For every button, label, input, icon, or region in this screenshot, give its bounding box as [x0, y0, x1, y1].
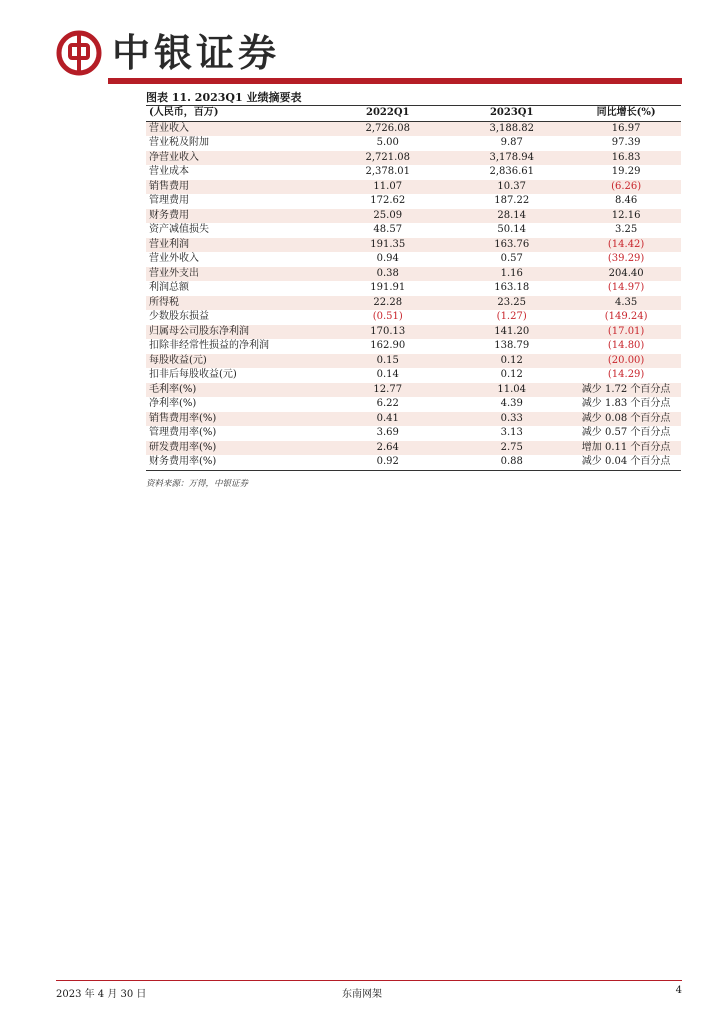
- table-cell: 0.14: [376, 369, 399, 380]
- table-cell: (149.24): [604, 311, 648, 322]
- table-row: [146, 368, 681, 383]
- row-label: 财务费用: [146, 209, 323, 224]
- table-cell: 4.35: [571, 296, 681, 311]
- row-label: 销售费用: [146, 180, 323, 195]
- table-cell: 19.29: [611, 166, 641, 177]
- table-cell: 1.16: [452, 267, 571, 282]
- table-cell: 3,178.94: [452, 151, 571, 166]
- bank-of-china-logo-icon: [56, 30, 102, 76]
- table-row: [146, 136, 681, 151]
- header-cell: 2023Q1: [452, 106, 571, 121]
- row-label: 净利率(%): [149, 398, 197, 409]
- table-cell: 172.62: [370, 195, 406, 206]
- row-label: 营业收入: [146, 121, 323, 136]
- header-cell: (人民币，百万): [146, 106, 323, 121]
- row-label: 归属母公司股东净利润: [146, 325, 323, 340]
- row-label: 扣除非经常性损益的净利润: [149, 340, 269, 351]
- table-row: [146, 397, 681, 412]
- table-cell: 28.14: [452, 209, 571, 224]
- row-label: 营业利润: [146, 238, 323, 253]
- table-cell: 2,378.01: [365, 166, 411, 177]
- row-label: 销售费用率(%): [146, 412, 323, 427]
- table-row: [146, 354, 681, 369]
- table-cell: 3.25: [614, 224, 638, 235]
- table-cell: 163.76: [452, 238, 571, 253]
- table-cell: 2,721.08: [323, 151, 452, 166]
- table-cell: 0.88: [452, 455, 571, 470]
- table-cell: 48.57: [373, 224, 403, 235]
- table-cell: 11.07: [323, 180, 452, 195]
- row-label: 每股收益(元): [146, 354, 323, 369]
- table-cell: 0.12: [500, 369, 523, 380]
- row-label: 营业外收入: [149, 253, 199, 264]
- table-row: [146, 339, 681, 354]
- table-cell: 170.13: [323, 325, 452, 340]
- row-label: 扣非后每股收益(元): [149, 369, 237, 380]
- table-cell: 191.35: [323, 238, 452, 253]
- brand-logo: [56, 30, 280, 76]
- table-cell: 191.91: [370, 282, 406, 293]
- row-label: 所得税: [146, 296, 323, 311]
- table-cell: 163.18: [494, 282, 530, 293]
- row-label: 财务费用率(%): [146, 455, 323, 470]
- table-cell: 10.37: [452, 180, 571, 195]
- table-row: [146, 325, 681, 340]
- table-cell: (14.29): [607, 369, 645, 380]
- table-cell: 11.04: [452, 383, 571, 398]
- summary-table: [146, 106, 681, 471]
- table-cell: (14.42): [571, 238, 681, 253]
- table-cell: 16.83: [571, 151, 681, 166]
- row-label: 营业外支出: [146, 267, 323, 282]
- table-cell: 162.90: [370, 340, 406, 351]
- row-label: 资产减值损失: [149, 224, 209, 235]
- source-note: 资料来源：万得，中银证券: [146, 479, 249, 489]
- figure-title: 图表 11. 2023Q1 业绩摘要表: [146, 91, 302, 104]
- table-row: [146, 296, 681, 311]
- table-cell: (20.00): [571, 354, 681, 369]
- table-row: [146, 412, 681, 427]
- row-label: 营业成本: [149, 166, 189, 177]
- table-row: [146, 121, 681, 136]
- table-cell: 22.28: [323, 296, 452, 311]
- table-cell: 0.57: [500, 253, 523, 264]
- table-cell: 141.20: [452, 325, 571, 340]
- row-label: 管理费用: [149, 195, 189, 206]
- table-cell: (6.26): [571, 180, 681, 195]
- table-cell: 0.92: [323, 455, 452, 470]
- table-row: [146, 223, 681, 238]
- header-cell: 2022Q1: [323, 106, 452, 121]
- table-cell: 23.25: [452, 296, 571, 311]
- footer-rule: [56, 980, 682, 981]
- table-row: [146, 281, 681, 296]
- row-label: 管理费用率(%): [149, 427, 217, 438]
- table-cell: 3.13: [500, 427, 523, 438]
- table-cell: 0.33: [452, 412, 571, 427]
- table-cell: (39.29): [607, 253, 645, 264]
- table-cell: 2,836.61: [489, 166, 534, 177]
- table-cell: 25.09: [323, 209, 452, 224]
- table-row: [146, 383, 681, 398]
- row-label: 毛利率(%): [146, 383, 323, 398]
- table-row: [146, 252, 681, 267]
- table-cell: (14.97): [607, 282, 645, 293]
- table-cell: 12.16: [571, 209, 681, 224]
- table-row: [146, 165, 681, 180]
- table-cell: 0.94: [376, 253, 399, 264]
- brand-name: 中银证券: [112, 31, 281, 75]
- table-cell: 2.75: [452, 441, 571, 456]
- table-cell: 5.00: [376, 137, 399, 148]
- table-cell: 187.22: [494, 195, 530, 206]
- table-cell: 增加 0.11 个百分点: [571, 441, 681, 456]
- table-cell: 减少 0.57 个百分点: [581, 427, 671, 438]
- table-cell: 3,188.82: [452, 121, 571, 136]
- table-row: [146, 441, 681, 456]
- table-row: [146, 151, 681, 166]
- table-row: [146, 455, 681, 470]
- row-label: 净营业收入: [146, 151, 323, 166]
- table-cell: 12.77: [323, 383, 452, 398]
- table-cell: 0.38: [323, 267, 452, 282]
- table-cell: 9.87: [500, 137, 523, 148]
- table-cell: 6.22: [376, 398, 399, 409]
- table-cell: 138.79: [494, 340, 530, 351]
- table-cell: 减少 0.04 个百分点: [571, 455, 681, 470]
- table-header-row: [146, 106, 681, 121]
- table-cell: (14.80): [607, 340, 645, 351]
- table-cell: 减少 1.72 个百分点: [571, 383, 681, 398]
- table-row: [146, 238, 681, 253]
- table-cell: (0.51): [372, 311, 403, 322]
- header-cell: 同比增长(%): [571, 106, 681, 121]
- table-cell: 97.39: [611, 137, 641, 148]
- table-row: [146, 209, 681, 224]
- table-row: [146, 194, 681, 209]
- table-cell: 4.39: [500, 398, 523, 409]
- table-cell: 16.97: [571, 121, 681, 136]
- table-cell: 0.15: [323, 354, 452, 369]
- footer-title: 东南网架: [342, 989, 382, 1000]
- table-row: [146, 310, 681, 325]
- footer-date: 2023 年 4 月 30 日: [56, 989, 147, 1000]
- table-cell: 0.41: [323, 412, 452, 427]
- table-cell: 50.14: [497, 224, 527, 235]
- row-label: 利润总额: [149, 282, 189, 293]
- row-label: 营业税及附加: [149, 137, 209, 148]
- table-cell: 0.12: [452, 354, 571, 369]
- table-cell: (1.27): [496, 311, 527, 322]
- table-row: [146, 267, 681, 282]
- header-rule: [108, 78, 682, 84]
- table-row: [146, 426, 681, 441]
- table-cell: 减少 0.08 个百分点: [571, 412, 681, 427]
- table-cell: 2.64: [323, 441, 452, 456]
- table-row: [146, 180, 681, 195]
- table-cell: 3.69: [376, 427, 399, 438]
- table-cell: 204.40: [571, 267, 681, 282]
- table-cell: (17.01): [571, 325, 681, 340]
- table-cell: 减少 1.83 个百分点: [581, 398, 671, 409]
- table-cell: 2,726.08: [323, 121, 452, 136]
- page-number: 4: [675, 985, 682, 996]
- row-label: 研发费用率(%): [146, 441, 323, 456]
- table-cell: 8.46: [614, 195, 638, 206]
- row-label: 少数股东损益: [149, 311, 209, 322]
